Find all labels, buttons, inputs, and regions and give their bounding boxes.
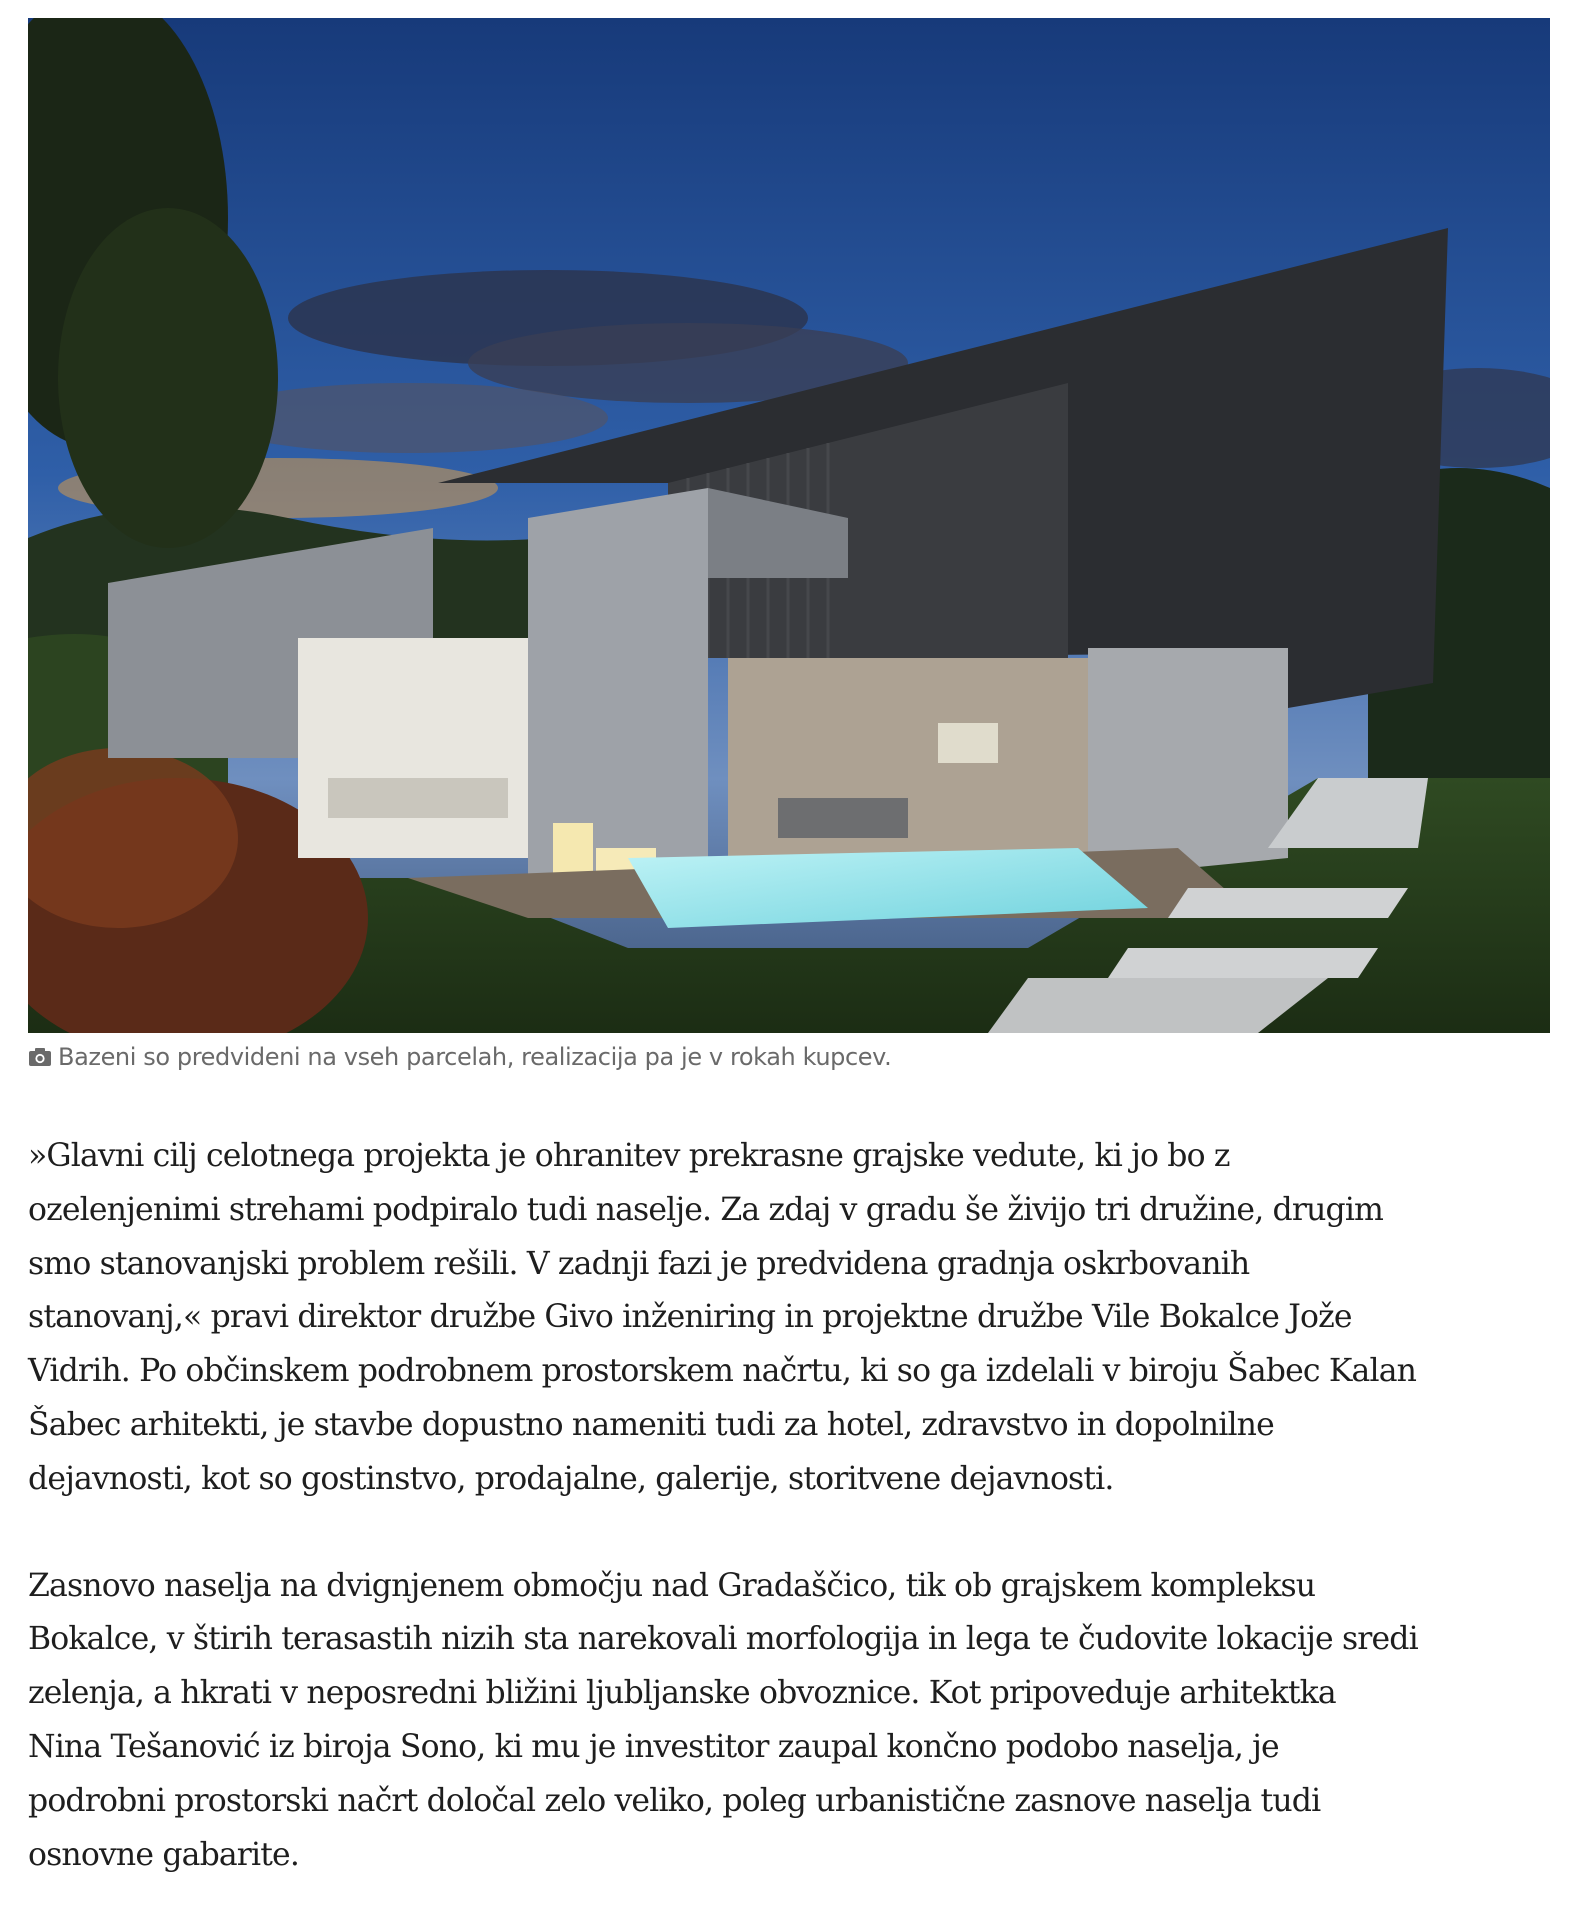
- paragraph-1: [28, 1130, 1558, 1507]
- text-line: osnovne gabarite.: [28, 1836, 300, 1873]
- text-line: Nina Tešanović iz biroja Sono, ki mu je investitor zaupal končno podobo naselja, je: [28, 1728, 1279, 1765]
- text-line: dejavnosti, kot so gostinstvo, prodajalne, galerije, storitvene dejavnosti.: [28, 1460, 1114, 1497]
- text-line: smo stanovanjski problem rešili. V zadnji fazi je predvidena gradnja oskrbovanih: [28, 1245, 1250, 1282]
- text-line: Bokalce, v štirih terasastih nizih sta narekovali morfologija in lega te čudovite lokacije sredi: [28, 1621, 1418, 1658]
- text-line: Vidrih. Po občinskem podrobnem prostorskem načrtu, ki so ga izdelali v biroju Šabec Kalan: [28, 1353, 1417, 1390]
- text-line: stanovanj,« pravi direktor družbe Givo inženiring in projektne družbe Vile Bokalce Jože: [28, 1299, 1352, 1336]
- paragraph-2: [28, 1560, 1558, 1883]
- text-line: zelenja, a hkrati v neposredni bližini ljubljanske obvoznice. Kot pripoveduje arhitektka: [28, 1675, 1336, 1712]
- text-line: Šabec arhitekti, je stavbe dopustno nameniti tudi za hotel, zdravstvo in dopolnilne: [28, 1406, 1274, 1443]
- villa-rendering: [28, 18, 1550, 1033]
- article-photo: [28, 18, 1550, 1033]
- text-line: »Glavni cilj celotnega projekta je ohranitev prekrasne grajske vedute, ki jo bo z: [28, 1138, 1230, 1174]
- article-body: [28, 1130, 1558, 1882]
- camera-icon: [28, 1045, 52, 1069]
- caption-text: Bazeni so predvideni na vseh parcelah, realizacija pa je v rokah kupcev.: [58, 1043, 892, 1071]
- text-line: podrobni prostorski načrt določal zelo veliko, poleg urbanistične zasnove naselja tudi: [28, 1782, 1321, 1819]
- text-line: Zasnovo naselja na dvignjenem območju nad Gradaščico, tik ob grajskem kompleksu: [28, 1567, 1316, 1604]
- photo-caption: [28, 1040, 891, 1074]
- text-line: ozelenjenimi strehami podpiralo tudi naselje. Za zdaj v gradu še živijo tri družine, drugim: [28, 1191, 1384, 1228]
